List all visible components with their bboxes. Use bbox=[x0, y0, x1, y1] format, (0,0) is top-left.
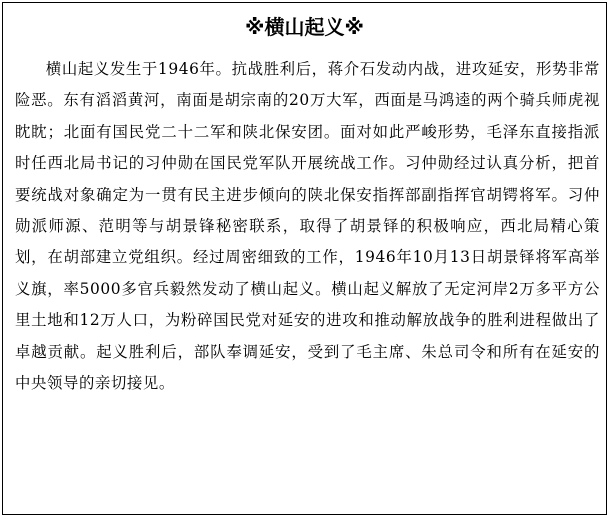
document-frame bbox=[2, 2, 607, 515]
document-paragraph: 横山起义发生于1946年。抗战胜利后，蒋介石发动内战，进攻延安，形势非常险恶。东有滔滔黄河，南面是胡宗南的20万大军，西面是马鸿逵的两个骑兵师虎视眈眈；北面有国民党二十二军和陕北保安团。面对如此严峻形势，毛泽东直接指派时任西北局书记的习仲勋在国民党军队开展统战工作。习仲勋经过认真分析，把首要统战对象确定为一贯有民主进步倾向的陕北保安指挥部副指挥官胡锷将军。习仲勋派师源、范明等与胡景锋秘密联系，取得了胡景铎的积极响应，西北局精心策划，在胡部建立党组织。经过周密细致的工作，1946年10月13日胡景铎将军高举义旗，率5000多官兵毅然发动了横山起义。横山起义解放了无定河岸2万多平方公里土地和12万人口，为粉碎国民党对延安的进攻和推动解放战争的胜利进程做出了卓越贡献。起义胜利后，部队奉调延安，受到了毛主席、朱总司令和所有在延安的中央领导的亲切接见。 bbox=[15, 60, 600, 393]
document-title: ※横山起义※ bbox=[245, 15, 364, 39]
